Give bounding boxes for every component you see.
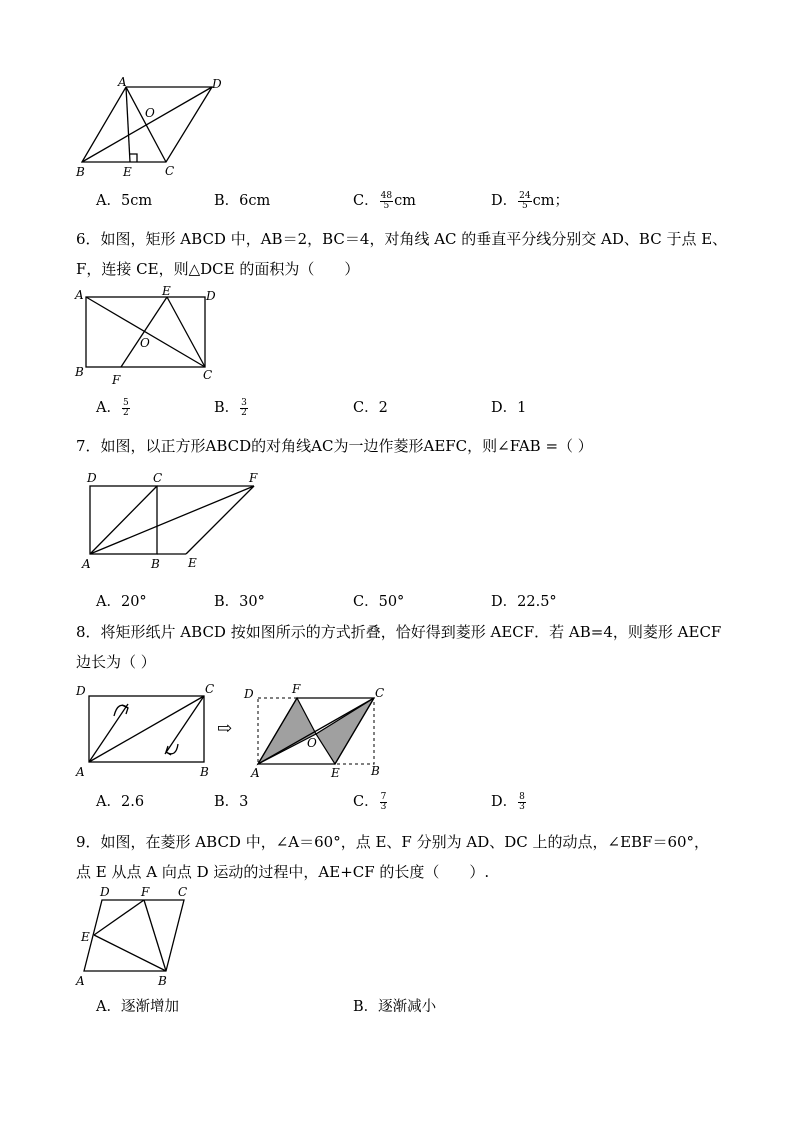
- q6-label-d: D: [206, 289, 216, 303]
- q9-rhombus: [84, 900, 184, 971]
- q8-shaded-triangle-left: [258, 698, 316, 764]
- q6-option-a: A． $\frac{5}{2}$: [96, 397, 129, 418]
- q8-left-label-b: B: [200, 765, 209, 779]
- q9-label-b: B: [158, 974, 167, 988]
- q8-right-label-c: C: [375, 686, 385, 700]
- q8-transform-arrow-icon: ⇨: [217, 718, 233, 739]
- q6-option-b: B． $\frac{3}{2}$: [214, 397, 247, 418]
- q6-label-c: C: [203, 368, 213, 382]
- q9-label-d: D: [100, 885, 110, 899]
- q8-stem-line2: 边长为（ ）: [76, 653, 156, 671]
- q5-label-d: D: [212, 77, 222, 91]
- q5-option-d: D． $\frac{24}{5}$ cm；: [491, 190, 569, 211]
- q5-label-a: A: [118, 75, 127, 89]
- q5-altitude-ae: [126, 87, 130, 162]
- q5-label-e: E: [123, 165, 132, 179]
- q9-line-ef: [94, 900, 144, 935]
- q6-label-b: B: [75, 365, 84, 379]
- q5-option-c: C． $\frac{48}{5}$ cm: [353, 190, 416, 211]
- q9-figure: [72, 884, 202, 992]
- q6-label-e: E: [162, 284, 171, 298]
- q9-line-be: [94, 935, 166, 971]
- q8-shaded-triangle-right: [316, 698, 374, 764]
- q8-left-label-d: D: [76, 684, 86, 698]
- q8-option-a: A．2.6: [96, 794, 145, 810]
- q5-fraction-d: $\frac{24}{5}$: [519, 190, 531, 211]
- q7-line-af: [90, 486, 254, 554]
- q7-label-b: B: [151, 557, 160, 571]
- q9-label-f: F: [141, 885, 150, 899]
- q5-figure: [70, 72, 230, 182]
- q8-fraction-d: $\frac{8}{3}$: [519, 791, 525, 812]
- q7-option-c: C．50°: [353, 594, 405, 610]
- q5-label-c: C: [165, 164, 175, 178]
- q7-label-f: F: [249, 471, 258, 485]
- q8-figure: [70, 678, 400, 784]
- q8-option-c: C． $\frac{7}{3}$: [353, 791, 387, 812]
- q5-label-b: B: [76, 165, 85, 179]
- q8-left-fold-line1: [89, 704, 128, 762]
- q5-option-b: B．6cm: [214, 193, 271, 209]
- q9-stem-line2: 点 E 从点 A 向点 D 运动的过程中，AE+CF 的长度（ ）.: [76, 863, 490, 881]
- q6-label-a: A: [75, 288, 84, 302]
- q6-figure: [70, 284, 230, 389]
- q7-diagonal-ac: [90, 486, 157, 554]
- q6-stem-line1: 6．如图，矩形 ABCD 中，AB＝2，BC＝4，对角线 AC 的垂直平分线分别交 AD、BC 于点 E、: [76, 230, 728, 248]
- q7-figure: [80, 468, 270, 574]
- q5-right-angle-mark: [130, 154, 137, 162]
- q8-option-b: B．3: [214, 794, 249, 810]
- q8-option-d: D． $\frac{8}{3}$: [491, 791, 525, 812]
- q9-label-e: E: [81, 930, 90, 944]
- q6-fraction-a: $\frac{5}{2}$: [122, 397, 129, 418]
- q6-stem-line2: F，连接 CE，则△DCE 的面积为（ ）: [76, 260, 360, 278]
- q9-option-a: A．逐渐增加: [96, 999, 179, 1015]
- q8-right-label-f: F: [292, 682, 301, 696]
- q8-right-label-b: B: [371, 764, 380, 778]
- q8-fraction-c: $\frac{7}{3}$: [380, 791, 387, 812]
- q8-right-label-o: O: [307, 736, 317, 750]
- q8-stem-line1: 8．将矩形纸片 ABCD 按如图所示的方式折叠，恰好得到菱形 AECF．若 AB=4，则菱形 AECF: [76, 623, 722, 641]
- q5-label-o: O: [145, 106, 155, 120]
- q6-fraction-b: $\frac{3}{2}$: [241, 397, 247, 418]
- q8-right-diagonal-ac: [258, 698, 374, 764]
- q5-diagonal-bd: [82, 87, 212, 162]
- q7-label-d: D: [87, 471, 97, 485]
- q6-line-ef: [121, 297, 167, 367]
- q6-option-d: D．1: [491, 400, 527, 416]
- q6-label-o: O: [140, 336, 150, 350]
- q7-option-d: D．22.5°: [491, 594, 557, 610]
- q9-line-bf: [144, 900, 166, 971]
- q9-stem-line1: 9．如图，在菱形 ABCD 中，∠A＝60°，点 E、F 分别为 AD、DC 上的动点，∠EBF＝60°，: [76, 833, 710, 851]
- q8-right-label-a: A: [251, 766, 260, 780]
- q7-label-a: A: [82, 557, 91, 571]
- q8-right-label-d: D: [244, 687, 254, 701]
- q7-stem-line1: 7．如图，以正方形ABCD的对角线AC为一边作菱形AEFC，则∠FAB =（ ）: [76, 437, 593, 455]
- q8-left-label-a: A: [76, 765, 85, 779]
- q7-line-fe: [186, 486, 254, 554]
- q9-label-c: C: [178, 885, 188, 899]
- q7-label-c: C: [153, 471, 163, 485]
- q6-diagonal-ac: [86, 297, 205, 367]
- q7-option-b: B．30°: [214, 594, 265, 610]
- q6-option-c: C．2: [353, 400, 388, 416]
- q8-left-label-c: C: [205, 682, 215, 696]
- q5-fraction-c: $\frac{48}{5}$: [380, 190, 393, 211]
- q6-label-f: F: [112, 373, 121, 387]
- q8-right-label-e: E: [331, 766, 340, 780]
- q7-option-a: A．20°: [96, 594, 147, 610]
- q9-label-a: A: [76, 974, 85, 988]
- q9-option-b: B．逐渐减小: [353, 999, 437, 1015]
- q5-option-a: A．5cm: [96, 193, 153, 209]
- q8-left-diagonal: [89, 696, 204, 762]
- q8-left-fold-line2: [165, 696, 204, 754]
- q7-label-e: E: [188, 556, 197, 570]
